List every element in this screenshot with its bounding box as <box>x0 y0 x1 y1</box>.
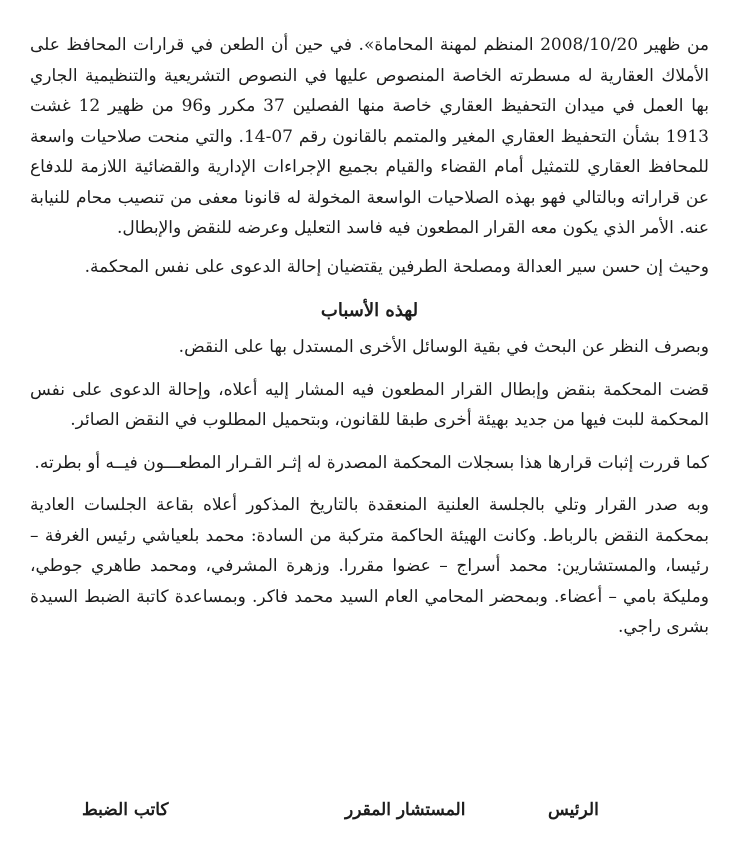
paragraph-referral: وحيث إن حسن سير العدالة ومصلحة الطرفين يقتضيان إحالة الدعوى على نفس المحكمة. <box>84 256 709 277</box>
judgment-page <box>30 30 709 643</box>
signature-president: الرئيس <box>548 800 599 820</box>
signature-clerk: كاتب الضبط <box>82 800 169 820</box>
signature-row <box>0 800 739 830</box>
section-heading: لهذه الأسباب <box>320 300 419 321</box>
paragraph-ruling: قضت المحكمة بنقض وإبطال القرار المطعون فيه المشار إليه أعلاه، وإحالة الدعوى على نفس المحكمة للبت فيها من جديد بهيئة أخرى طبقا للقانون، وبتحميل المطلوب في النقض الصائر. <box>30 379 709 430</box>
paragraph-registration: كما قررت إثبات قرارها هذا بسجلات المحكمة المصدرة له إثـر القـرار المطعـــون فيــه أو بطرته. <box>34 452 709 473</box>
paragraph-session: وبه صدر القرار وتلي بالجلسة العلنية المنعقدة بالتاريخ المذكور أعلاه بقاعة الجلسات العادية بمحكمة النقض بالرباط. وكانت الهيئة الحاكمة متركبة من السادة: محمد بلعياشي رئيس الغرفة – رئيسا، والمستشارين: محمد أسراج – عضوا مقررا. وزهرة المشرفي، ومحمد طاهري جوطي، ومليكة بامي – أعضاء. وبمحضر المحامي العام السيد محمد فاكر. وبمساعدة كاتبة الضبط السيدة بشرى راجي. <box>30 495 709 637</box>
paragraph-reasoning: من ظهير 2008/10/20 المنظم لمهنة المحاماة». في حين أن الطعن في قرارات المحافظ على الأملاك العقارية له مسطرته الخاصة المنصوص عليها في النصوص التشريعية والتنظيمية الجاري بها العمل في ميدان التحفيظ العقاري خاصة منها الفصلين 37 مكرر و96 من ظهير 12 غشت 1913 بشأن التحفيظ العقاري المغير والمتمم بالقانون رقم 07-14. والتي منحت صلاحيات واسعة للمحافظ العقاري للتمثيل أمام القضاء والقيام بجميع الإجراءات الإدارية والقضائية اللازمة للدفاع عن قراراته وبالتالي فهو بهذه الصلاحيات الواسعة المخولة له قانونا معفى من تنصيب محام للنيابة عنه. الأمر الذي يكون معه القرار المطعون فيه فاسد التعليل وعرضه للنقض والإبطال. <box>30 35 709 238</box>
signature-rapporteur: المستشار المقرر <box>345 800 466 820</box>
paragraph-other-means: وبصرف النظر عن البحث في بقية الوسائل الأخرى المستدل بها على النقض. <box>178 337 709 357</box>
